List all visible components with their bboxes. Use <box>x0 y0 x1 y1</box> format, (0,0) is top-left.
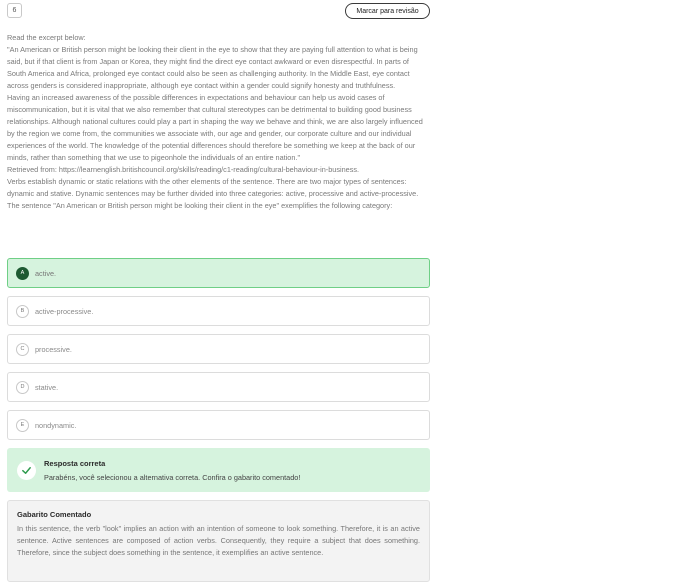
option-d[interactable] <box>7 372 430 402</box>
option-c[interactable] <box>7 334 430 364</box>
option-label: stative. <box>35 382 59 392</box>
correct-answer-banner <box>7 448 430 492</box>
option-letter: A <box>16 267 29 280</box>
result-message: Parabéns, você selecionou a alternativa correta. Confira o gabarito comentado! <box>44 472 301 482</box>
answer-options <box>7 258 430 448</box>
option-letter: C <box>16 343 29 356</box>
option-label: active. <box>35 268 57 278</box>
result-title: Resposta correta <box>44 458 106 468</box>
option-letter: D <box>16 381 29 394</box>
question-paragraph: Retrieved from: https://learnenglish.britishcouncil.org/skills/reading/c1-reading/cultural-behaviour-in-business. <box>7 165 360 174</box>
option-b[interactable] <box>7 296 430 326</box>
commentary-title: Gabarito Comentado <box>17 510 92 519</box>
question-number-badge: 6 <box>7 3 22 18</box>
option-label: active-processive. <box>35 306 94 316</box>
answer-commentary <box>7 500 430 582</box>
option-label: processive. <box>35 344 72 354</box>
mark-for-review-button[interactable]: Marcar para revisão <box>345 3 430 19</box>
option-letter: E <box>16 419 29 432</box>
option-letter: B <box>16 305 29 318</box>
option-a[interactable] <box>7 258 430 288</box>
option-e[interactable] <box>7 410 430 440</box>
commentary-body: In this sentence, the verb "look" implies an action with an intention of someone to look something. Therefore, it is an active sentence. Active sentences are composed of action verbs. Consequently, they require a subject that does something. Therefore, since the subject does something in the sentence, it exemplifies an active sentence. <box>17 524 420 557</box>
check-icon <box>17 461 36 480</box>
option-label: nondynamic. <box>35 420 77 430</box>
question-paragraph: "An American or British person might be looking their client in the eye to show that they are paying full attention to what is being said, but if that client is from Japan or Korea, they might find the direct eye contact awkward or even disrespectful. In parts of South America and Africa, prolonged eye contact could also be seen as challenging authority. In the Middle East, eye contact across genders is considered inappropriate, although eye contact within a gender could signify honesty and truthfulness. <box>7 45 418 90</box>
question-paragraph: Verbs establish dynamic or static relations with the other elements of the sentence. There are two major types of sentences: dynamic and stative. Dynamic sentences may be further divided into three categories: active, processive and active-processive. The sentence "An American or British person might be looking their client in the eye" exemplifies the following category: <box>7 177 419 210</box>
question-paragraph: Read the excerpt below: <box>7 33 86 42</box>
question-text <box>7 32 430 212</box>
question-paragraph: Having an increased awareness of the possible differences in expectations and behaviour can help us avoid cases of miscommunication, but it is vital that we also remember that cultural stereotypes can be detrimental to building good business relationships. Although national cultures could play a part in shaping the way we behave and think, we are also largely influenced by the region we come from, the communities we associate with, our age and gender, our corporate culture and our individual experiences of the world. The knowledge of the potential differences should therefore be something we keep at the back of our minds, rather than something that we use to pigeonhole the individuals of an entire nation." <box>7 93 423 162</box>
